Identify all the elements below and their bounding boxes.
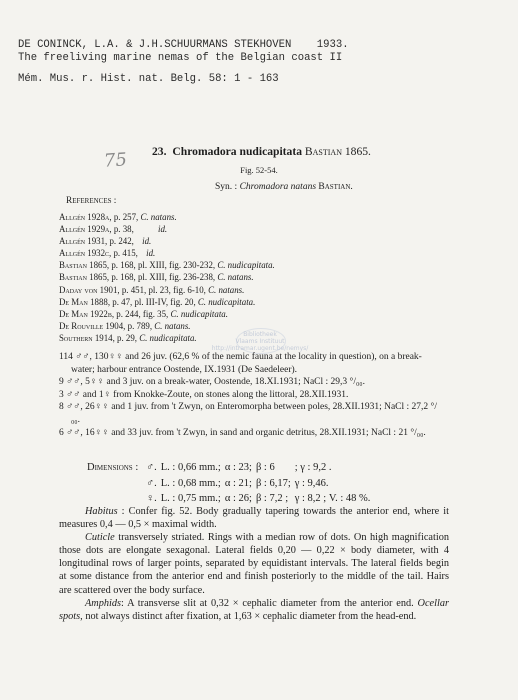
typed-citation-line3: Mém. Mus. r. Hist. nat. Belg. 58: 1 - 163	[18, 73, 279, 85]
typed-citation-line1: DE CONINCK, L.A. & J.H.SCHUURMANS STEKHOVEN 1933.	[18, 39, 349, 51]
material-item: 9 ♂♂, 5♀♀ and 3 juv. on a break-water, Oostende, 18.XI.1931; NaCl : 29,3 °/₀₀.	[59, 377, 365, 388]
reference-item: De Man 1922b, p. 244, fig. 35, C. nudicapitata.	[59, 308, 228, 319]
dim-alpha: α : 26;	[224, 493, 252, 504]
material-item: 8 ♂♂, 26♀♀ and 1 juv. from 't Zwyn, on Enteromorpha between poles, 28.XII.1931; NaCl : 27,2 °/₀₀.	[59, 402, 437, 425]
habitus-paragraph: Habitus : Confer fig. 52. Body gradually tapering towards the anterior end, where it measures 0,4 — 0,5 × maximal width.	[59, 506, 449, 531]
dim-beta: β : 6	[255, 462, 275, 473]
reference-item: Southern 1914, p. 29, C. nudicapitata.	[59, 332, 197, 343]
amphids-paragraph: Amphids: A transverse slit at 0,32 × cephalic diameter from the anterior end. Ocellar spots, not always distinct after fixation, at 1,63 × cephalic diameter from the head-end.	[59, 597, 449, 622]
cuticle-paragraph: Cuticle transversely striated. Rings with a median row of dots. On high magnification those dots are elongate sexagonal. Lateral fields 0,20 — 0,22 × body diameter, with 4 longitudinal rows of larger points, separated by equidistant intervals. The lateral fields begin at some distance from the anterior end and finish posteriorly to the middle of the tail. Hairs are scattered over the body surface.	[59, 532, 449, 596]
reference-item: De Rouville 1904, p. 789, C. natans.	[59, 320, 191, 331]
species-name: Chromadora nudicapitata	[172, 145, 302, 158]
material-item: 6 ♂♂, 16♀♀ and 33 juv. from 't Zwyn, in sand and organic detritus, 28.XII.1931; NaCl : 21 °/₀₀.	[59, 427, 426, 438]
reference-item: Allgén 1931, p. 242, id.	[59, 236, 152, 247]
reference-item: Bastian 1865, p. 168, pl. XIII, fig. 236-238, C. natans.	[59, 272, 254, 283]
reference-item: Bastian 1865, p. 168, pl. XIII, fig. 230-232, C. nudicapitata.	[59, 260, 275, 271]
material-list	[59, 351, 445, 439]
reference-item: Allgén 1932c, p. 415, id.	[59, 248, 156, 259]
dim-sex: ♂.	[146, 477, 157, 489]
material-item: 114 ♂♂, 130♀♀ and 26 juv. (62,6 % of the nemic fauna at the locality in question), on a break-water; harbour entrance Oostende, IX.1931 (De Saedeleer).	[59, 352, 422, 375]
synonym-author: Bastian.	[318, 182, 353, 192]
material-item: 3 ♂♂ and 1♀ from Knokke-Zoute, on stones along the littoral, 28.XII.1931.	[59, 389, 349, 400]
reference-item: Allgén 1929a, p. 38, id.	[59, 224, 168, 235]
dim-gamma: γ : 9,46.	[294, 477, 329, 489]
references-heading: References :	[66, 196, 117, 206]
reference-item: Daday von 1901, p. 451, pl. 23, fig. 6-10, C. natans.	[59, 284, 245, 295]
species-title	[152, 145, 371, 158]
references-list	[59, 212, 275, 345]
dim-length: L. : 0,68 mm.;	[160, 477, 221, 489]
dim-sex: ♀.	[146, 493, 157, 504]
dim-sex: ♂.	[146, 462, 157, 473]
dim-alpha: α : 21;	[224, 477, 252, 489]
reference-item: De Man 1888, p. 47, pl. III-IV, fig. 20, C. nudicapitata.	[59, 296, 256, 307]
dim-beta: β : 7,2 ;	[255, 493, 289, 504]
description-text	[59, 505, 449, 623]
dim-alpha: α : 23;	[224, 462, 252, 473]
figure-reference: Fig. 52-54.	[240, 165, 278, 175]
watermark-line1: Bibliotheek	[243, 331, 277, 338]
typed-citation-line2: The freeliving marine nemas of the Belgian coast II	[18, 52, 343, 64]
species-number: 23.	[152, 145, 167, 158]
dimensions-block	[85, 460, 372, 507]
species-author: Bastian 1865.	[304, 145, 371, 158]
dim-gamma: γ : 8,2 ; V. : 48 %.	[294, 493, 371, 504]
handwritten-page-number: 75	[103, 149, 128, 172]
synonym-line	[215, 182, 353, 192]
dim-length: L. : 0,66 mm.;	[160, 462, 221, 473]
dimensions-label: Dimensions :	[87, 462, 139, 473]
watermark-line2: Vlaams Instituut	[235, 338, 285, 345]
dim-length: L. : 0,75 mm.;	[160, 493, 221, 504]
dim-beta: β : 6,17;	[255, 477, 291, 489]
synonym-prefix: Syn. :	[215, 182, 238, 192]
synonym-name: Chromadora natans	[239, 182, 317, 192]
dim-gamma: ; γ : 9,2 .	[294, 462, 332, 473]
reference-item: Allgén 1928a, p. 257, C. natans.	[59, 212, 177, 222]
watermark-line3: http://intramar.ugent.be/nemys/	[211, 345, 309, 352]
